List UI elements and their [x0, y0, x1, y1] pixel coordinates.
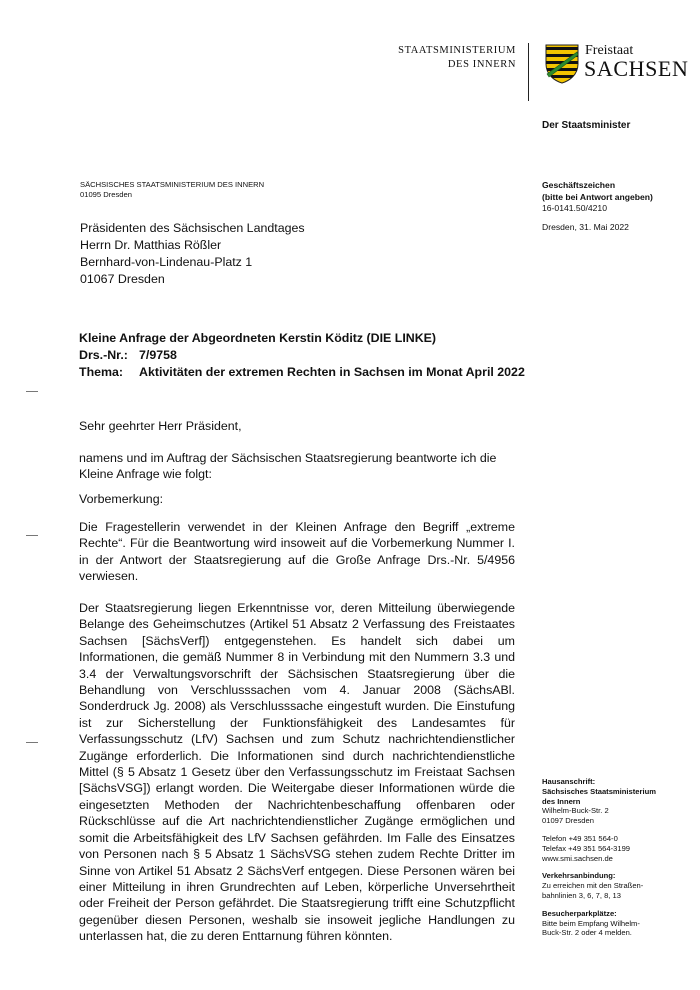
recipient-line1: Präsidenten des Sächsischen Landtages: [80, 221, 305, 235]
subject-drs-label: Drs.-Nr.:: [79, 348, 128, 362]
subject-drs-row: [79, 347, 579, 364]
intro-paragraph: namens und im Auftrag der Sächsischen Staatsregierung beantworte ich die Kleine Anfrage wie folgt:: [79, 451, 497, 482]
subject-drs-value: 7/9758: [139, 348, 177, 362]
brand-freistaat: Freistaat: [585, 43, 634, 58]
fax: Telefax +49 351 564-3199: [542, 843, 631, 853]
address-name2: des Innern: [542, 796, 581, 806]
preface-heading: Vorbemerkung:: [79, 492, 164, 506]
parking-line1: Bitte beim Empfang Wilhelm-: [542, 918, 640, 928]
punch-mark: [26, 535, 38, 536]
ministry-name-line1: STAATSMINISTERIUM: [398, 45, 516, 56]
salutation: Sehr geehrter Herr Präsident,: [79, 419, 242, 433]
parking-label: Besucherparkplätze:: [542, 908, 617, 918]
letterhead-divider: [528, 43, 529, 101]
address-label: Hausanschrift:: [542, 777, 596, 786]
sender-line1: SÄCHSISCHES STAATSMINISTERIUM DES INNERN: [80, 180, 265, 189]
reference-number: 16-0141.50/4210: [542, 203, 607, 213]
address-name1: Sächsisches Staatsministerium: [542, 786, 656, 796]
paragraph-terminology: Die Fragestellerin verwendet in der Kleinen Anfrage den Begriff „extreme Rechte“. Für die Beantwortung wird insoweit auf die Vorbemerkung Nummer I. in der Antwort der Staatsregierung auf die Große Anfrage Drs.-Nr. 5/4956 verwiesen.: [79, 520, 515, 584]
reference-label: Geschäftszeichen: [542, 180, 616, 190]
sender-address: [80, 180, 264, 200]
footer-contact: [542, 777, 682, 938]
subject-thema-row: [79, 364, 579, 381]
subject-thema-label: Thema:: [79, 365, 124, 379]
parking-line2: Buck-Str. 2 oder 4 melden.: [542, 928, 632, 938]
reference-block: [542, 180, 653, 215]
paragraph-secrecy: Der Staatsregierung liegen Erkenntnisse vor, deren Mitteilung überwiegende Belange des Geheimschutzes (Artikel 51 Absatz 2 Verfassung des Freistaates Sachsen [SächsVerf]) entgegenstehen. Es handelt sich dabei um Informationen, die gemäß Nummer 8 in Verbindung mit den Nummern 3.3 und 3.4 der Verwaltungsvorschrift der Sächsischen Staatsregierung über die Behandlung von Verschlusssachen vom 4. Januar 2008 (SächsABl. Sonderdruck Jg. 2008) als Verschlusssache eingestuft wurden. Die Einstufung ist zur Sicherstellung der Funktionsfähigkeit des Landesamtes für Verfassungsschutz (LfV) Sachsen und zum Schutz nachrichtendienstlicher Zugänge erforderlich. Die Informationen sind durch nachrichtendienstliche Mittel (§ 5 Absatz 1 Gesetz über den Verfassungsschutz im Freistaat Sachsen [SächsVSG]) erlangt worden. Die Weitergabe dieser Informationen würde die eingesetzten Methoden der Nachrichtenbeschaffung offenbaren oder Rückschlüsse auf die Art nachrichtendienstlicher Zugänge ermöglichen und somit die Arbeitsfähigkeit des LfV Sachsen gefährden. Im Falle des Einsatzes von Personen nach § 5 Absatz 1 SächsVSG stehen zudem Rechte Dritter im Sinne von Artikel 51 Absatz 2 SächsVerf entgegen. Diese Personen wären bei einer Mitteilung in ihren Grundrechten auf Leben, körperliche Unversehrtheit oder Freiheit der Person gefährdet. Die Staatsregierung trifft eine Schutzpflicht gegenüber diesen Personen, weshalb sie insoweit jegliche Handlungen zu unterlassen hat, die zu deren Enttarnung führen könnten.: [79, 601, 515, 944]
ministry-name: [398, 44, 516, 72]
recipient-line3: Bernhard-von-Lindenau-Platz 1: [80, 255, 253, 269]
recipient-line4: 01067 Dresden: [80, 272, 165, 286]
letter-date: Dresden, 31. Mai 2022: [542, 222, 629, 232]
sender-line2: 01095 Dresden: [80, 190, 132, 199]
subject-title: Kleine Anfrage der Abgeordneten Kerstin Köditz (DIE LINKE): [79, 331, 437, 345]
fold-mark: [26, 742, 38, 743]
minister-title: Der Staatsminister: [542, 120, 631, 131]
transport-label: Verkehrsanbindung:: [542, 871, 616, 881]
recipient-address: [80, 220, 305, 288]
phone: Telefon +49 351 564-0: [542, 833, 618, 843]
address-street: Wilhelm-Buck-Str. 2: [542, 806, 609, 816]
subject-block: [79, 330, 579, 381]
reference-note: (bitte bei Antwort angeben): [542, 191, 653, 202]
recipient-line2: Herrn Dr. Matthias Rößler: [80, 238, 222, 252]
transport-line1: Zu erreichen mit den Straßen-: [542, 881, 644, 891]
website: www.smi.sachsen.de: [542, 853, 613, 863]
fold-mark: [26, 391, 38, 392]
transport-line2: bahnlinien 3, 6, 7, 8, 13: [542, 890, 621, 900]
saxony-coat-of-arms-icon: [545, 44, 579, 84]
subject-thema-value: Aktivitäten der extremen Rechten in Sachsen im Monat April 2022: [139, 365, 525, 379]
ministry-name-line2: DES INNERN: [447, 59, 516, 70]
address-city: 01097 Dresden: [542, 816, 594, 826]
brand-sachsen: SACHSEN: [584, 56, 689, 81]
